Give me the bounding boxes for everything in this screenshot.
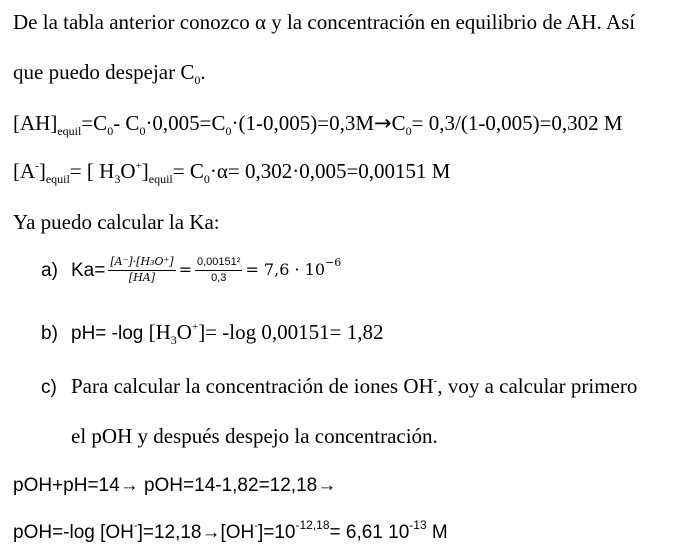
list-item-a [41, 256, 341, 284]
list-item-c-line-2 [71, 426, 438, 447]
equation-oh-concentration [13, 519, 448, 542]
ph-superscript: + [191, 321, 199, 333]
eq-text: [OH [220, 522, 255, 543]
fraction-denominator: [HA] [128, 270, 156, 284]
eq-text: ] [38, 159, 46, 183]
equation-ah-equilibrium [13, 113, 623, 137]
ka-intro-line [13, 212, 220, 233]
eq-text: M [426, 522, 448, 543]
ph-text: [H [148, 320, 171, 344]
eq-text: O [120, 159, 136, 183]
arrow-right-icon: → [317, 475, 337, 496]
eq-text: [A [13, 159, 36, 183]
ph-text: pH= -log [71, 323, 149, 344]
subscript: 0 [194, 73, 201, 87]
eq-subscript: equil [45, 172, 70, 186]
eq-text: C [391, 111, 406, 135]
list-marker: c) [41, 377, 57, 398]
eq-text: - C [113, 111, 140, 135]
intro-paragraph-line-2 [13, 62, 206, 86]
intro-paragraph-line-1 [13, 12, 635, 33]
eq-text: pOH+pH=14 [13, 475, 120, 496]
eq-text: = C [172, 159, 204, 183]
list-item-b [41, 322, 383, 346]
ka-exponent: −6 [325, 255, 342, 269]
eq-subscript: 0 [107, 124, 114, 138]
eq-text: =C [81, 111, 108, 135]
period: . [200, 60, 206, 84]
eq-superscript: - [133, 520, 138, 532]
list-item-c [41, 376, 637, 397]
eq-subscript: equil [148, 172, 173, 186]
eq-subscript: 0 [405, 124, 412, 138]
eq-text: ·0,005=C [145, 111, 226, 135]
fraction-numerator: 0,00151² [197, 256, 241, 268]
eq-text: [AH] [13, 111, 58, 135]
intro-text-2: que puedo despejar C [13, 60, 195, 84]
fraction-concentrations [108, 256, 175, 284]
item-c-superscript: - [433, 375, 438, 387]
eq-text: ]=12,18 [137, 522, 202, 543]
intro-text: De la tabla anterior conozco α y la concentración en equilibrio de AH. Así [13, 10, 636, 34]
fraction-numerator: [A⁻]·[H₃O⁺] [110, 255, 174, 268]
eq-superscript: - [35, 160, 39, 172]
ph-subscript: 3 [170, 333, 177, 347]
item-c-text: Para calcular la concentración de iones OH [71, 374, 434, 398]
eq-text: ] [141, 159, 149, 183]
eq-text: ·(1-0,005)=0,3M [231, 111, 375, 135]
eq-text: ]=10 [257, 522, 296, 543]
ka-label: Ka= [71, 259, 106, 281]
ka-result: = 7,6 · 10 [245, 260, 325, 280]
list-marker: a) [41, 259, 58, 281]
eq-text: = [ H [69, 159, 115, 183]
eq-text: = 6,61 10 [329, 522, 410, 543]
equation-a-minus-equilibrium [13, 161, 450, 185]
equals-sign: = [178, 260, 192, 280]
eq-superscript: + [135, 160, 142, 172]
ph-text: O [176, 320, 192, 344]
eq-subscript: 0 [203, 172, 210, 186]
eq-subscript: 3 [114, 172, 121, 186]
list-marker: b) [41, 323, 58, 344]
ka-intro-text: Ya puedo calcular la Ka: [13, 210, 220, 234]
arrow-right-icon: → [374, 111, 392, 135]
eq-superscript: -13 [409, 518, 427, 532]
arrow-right-icon: → [201, 522, 221, 543]
arrow-right-icon: → [119, 475, 139, 496]
eq-text: ·α= 0,302·0,005=0,00151 M [209, 159, 451, 183]
eq-subscript: equil [57, 124, 82, 138]
ph-text: ]= -log 0,00151= 1,82 [198, 320, 384, 344]
eq-text: pOH=-log [OH [13, 522, 134, 543]
eq-subscript: 0 [139, 124, 146, 138]
fraction-denominator: 0,3 [211, 271, 227, 284]
equation-poh-sum [13, 476, 336, 495]
eq-text: = 0,3/(1-0,005)=0,302 M [411, 111, 623, 135]
eq-superscript: -12,18 [295, 518, 330, 532]
eq-subscript: 0 [225, 124, 232, 138]
item-c-text-2: el pOH y después despejo la concentración. [71, 424, 438, 448]
eq-superscript: - [254, 520, 258, 532]
fraction-values [195, 256, 242, 284]
item-c-text: , voy a calcular primero [437, 374, 638, 398]
eq-text: pOH=14-1,82=12,18 [138, 475, 318, 496]
fraction-bar [195, 270, 242, 271]
